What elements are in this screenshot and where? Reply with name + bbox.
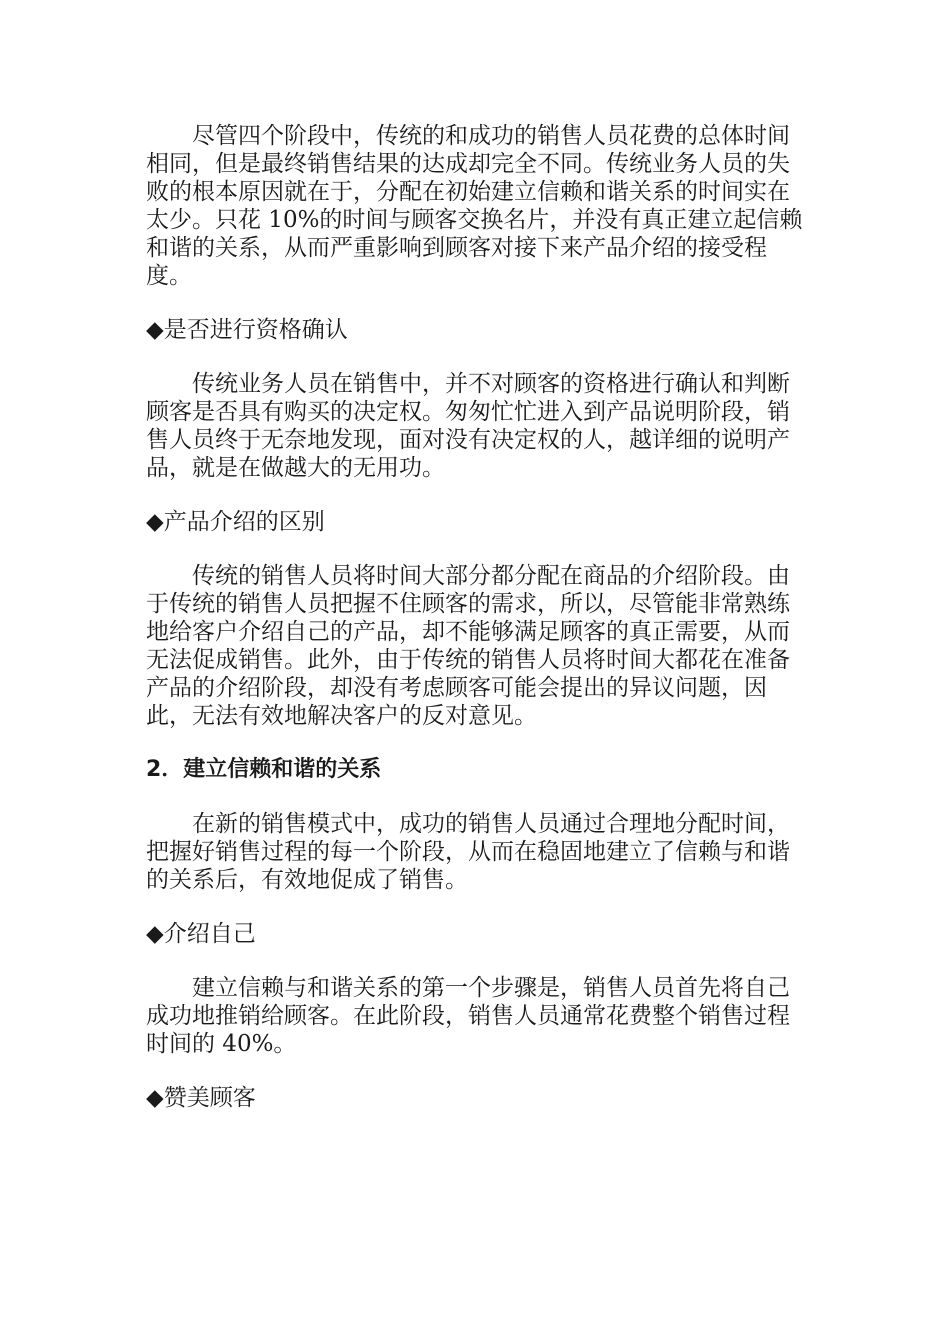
heading-qualification: ◆是否进行资格确认: [146, 317, 348, 343]
paragraph-product-intro: 传统的销售人员将时间大部分都分配在商品的介绍阶段。由于传统的销售人员把握不住顾客的需求，所以，尽管能非常熟练地给客户介绍自己的产品，却不能够满足顾客的真正需要，从而无法促成销售。此外，由于传统的销售人员将时间大都花在准备产品的介绍阶段，却没有考虑顾客可能会提出的异议问题，因此，无法有效地解决客户的反对意见。: [146, 563, 790, 729]
heading-product-intro: ◆产品介绍的区别: [146, 509, 325, 535]
spacer: [146, 536, 806, 562]
section-heading-trust: 2．建立信赖和谐的关系: [146, 757, 382, 782]
paragraph-qualification: 传统业务人员在销售中，并不对顾客的资格进行确认和判断顾客是否具有购买的决定权。匆匆忙忙进入到产品说明阶段，销售人员终于无奈地发现，面对没有决定权的人，越详细的说明产品，就是在做越大的无用功。: [146, 371, 790, 481]
document-body: [146, 122, 806, 1112]
heading-praise-customer: ◆赞美顾客: [146, 1085, 256, 1111]
paragraph-introduce-self: 建立信赖与和谐关系的第一个步骤是，销售人员首先将自己成功地推销给顾客。在此阶段，销售人员通常花费整个销售过程时间的 40%。: [146, 975, 790, 1057]
paragraph-new-model: 在新的销售模式中，成功的销售人员通过合理地分配时间，把握好销售过程的每一个阶段，从而在稳固地建立了信赖与和谐的关系后，有效地促成了销售。: [146, 811, 790, 893]
spacer: [146, 344, 806, 370]
spacer: [146, 730, 806, 756]
paragraph-time-allocation: 尽管四个阶段中，传统的和成功的销售人员花费的总体时间相同，但是最终销售结果的达成却完全不同。传统业务人员的失败的根本原因就在于，分配在初始建立信赖和谐关系的时间实在太少。只花 10%的时间与顾客交换名片，并没有真正建立起信赖和谐的关系，从而严重影响到顾客对接下来产品介绍的接受程度。: [146, 123, 803, 289]
spacer: [146, 482, 806, 508]
spacer: [146, 1058, 806, 1084]
heading-introduce-self: ◆介绍自己: [146, 921, 256, 947]
spacer: [146, 894, 806, 920]
spacer: [146, 948, 806, 974]
spacer: [146, 784, 806, 810]
spacer: [146, 290, 806, 316]
